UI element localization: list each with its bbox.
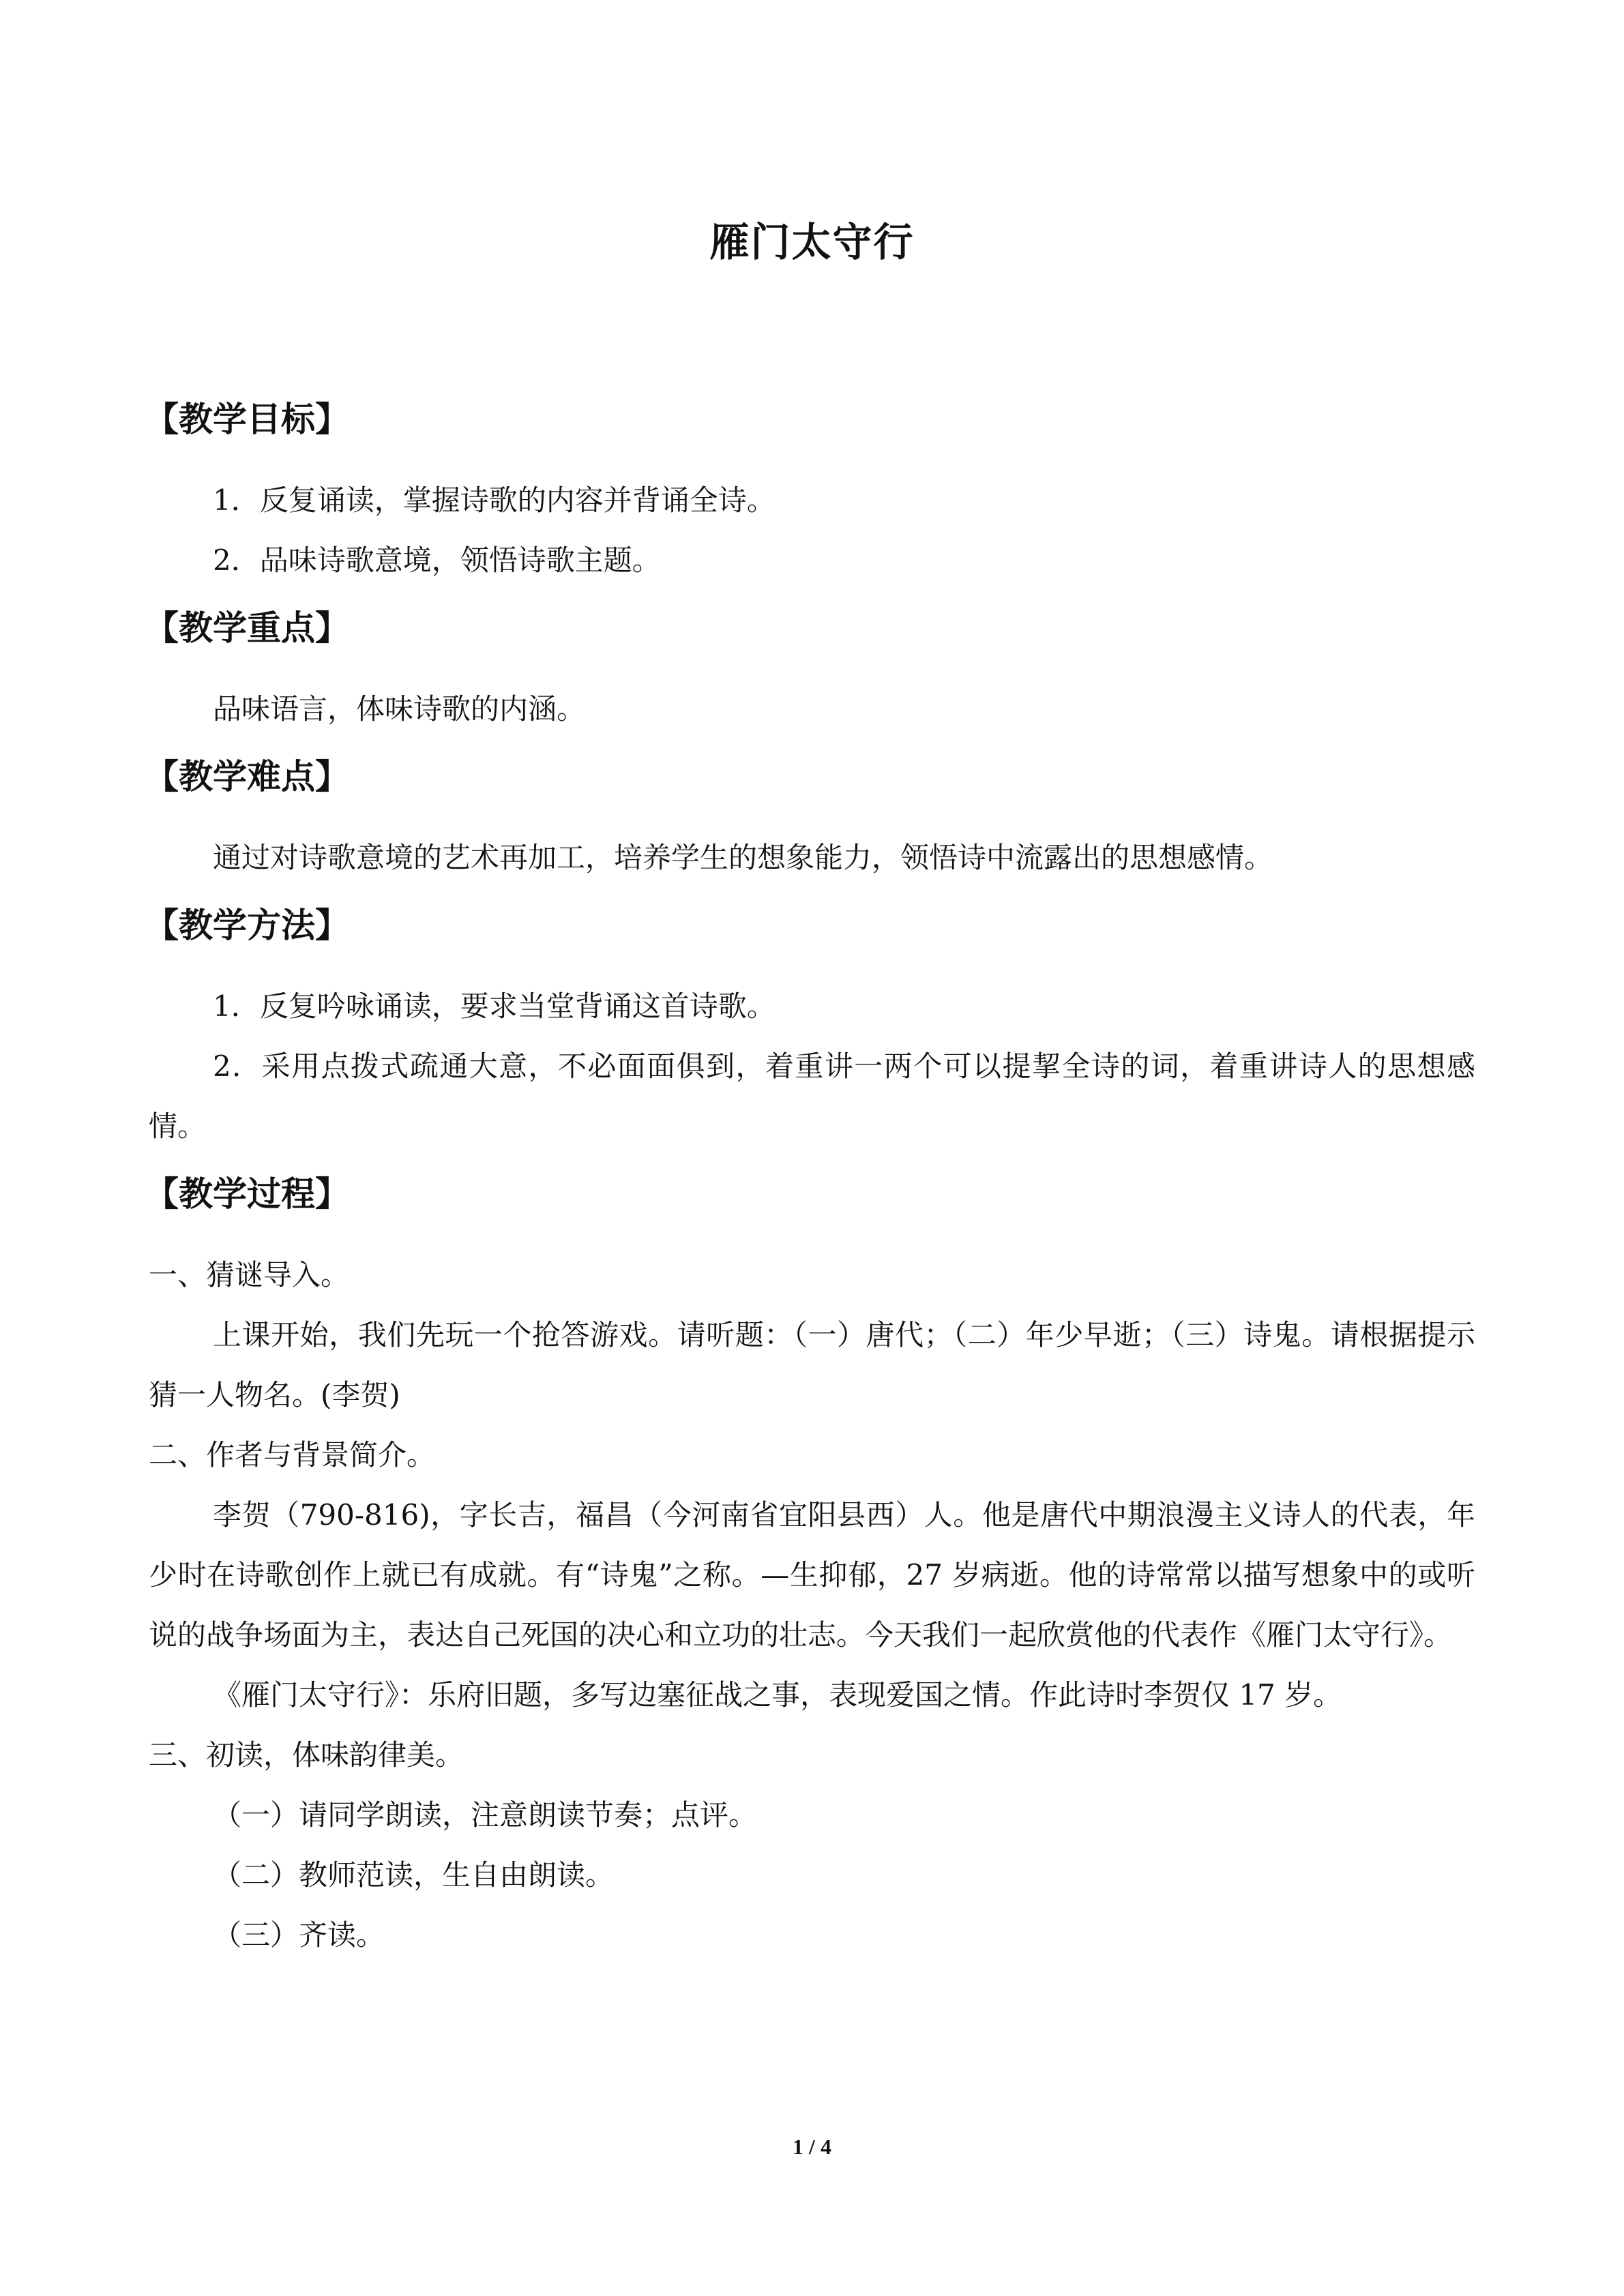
section-heading-process: 【教学过程】 — [145, 1174, 349, 1214]
page-indicator: 1 / 4 — [793, 2134, 831, 2159]
section-heading-key-points: 【教学重点】 — [145, 608, 349, 648]
method-item-1: 1．反复吟咏诵读，要求当堂背诵这首诗歌。 — [213, 989, 776, 1023]
key-points-text: 品味语言，体味诗歌的内涵。 — [213, 692, 586, 726]
difficulties-text: 通过对诗歌意境的艺术再加工，培养学生的想象能力，领悟诗中流露出的思想感情。 — [213, 841, 1273, 874]
document-title: 雁门太守行 — [709, 219, 915, 265]
process-step-1-title: 一、猜谜导入。 — [149, 1258, 350, 1292]
document-body — [145, 382, 1475, 1965]
process-step-2-text-2: 《雁门太守行》：乐府旧题，多写边塞征战之事，表现爱国之情。作此诗时李贺仅 17 岁。 — [213, 1678, 1342, 1712]
method-item-2: 2．采用点拨式疏通大意，不必面面俱到，着重讲一两个可以提挈全诗的词，着重讲诗人的思想感情。 — [149, 1049, 1475, 1143]
process-step-2-text-1: 李贺（790-816)，字长吉，福昌（今河南省宜阳县西）人。他是唐代中期浪漫主义诗人的代表，年少时在诗歌创作上就已有成就。有“诗鬼”之称。—生抑郁，27 岁病逝。他的诗常常以描写想象中的或听说的战争场面为主，表达自己死国的决心和立功的壮志。今天我们一起欣赏他的代表作《雁门太守行》。 — [149, 1498, 1475, 1652]
process-step-2-title: 二、作者与背景简介。 — [149, 1438, 436, 1472]
process-step-3-item-2: （二）教师范读，生自由朗读。 — [213, 1858, 615, 1892]
process-step-3-item-1: （一）请同学朗读，注意朗读节奏；点评。 — [213, 1798, 758, 1832]
process-step-3-title: 三、初读，体味韵律美。 — [149, 1738, 464, 1772]
section-heading-difficulties: 【教学难点】 — [145, 756, 349, 796]
goal-item-2: 2．品味诗歌意境，领悟诗歌主题。 — [213, 543, 661, 577]
section-heading-goals: 【教学目标】 — [145, 399, 349, 439]
section-heading-methods: 【教学方法】 — [145, 905, 349, 945]
process-step-1-text: 上课开始，我们先玩一个抢答游戏。请听题：（一）唐代；（二）年少早逝；（三）诗鬼。请根据提示猜一人物名。(李贺) — [149, 1318, 1475, 1412]
process-step-3-item-3: （三）齐读。 — [213, 1918, 385, 1952]
goal-item-1: 1．反复诵读，掌握诗歌的内容并背诵全诗。 — [213, 483, 776, 517]
